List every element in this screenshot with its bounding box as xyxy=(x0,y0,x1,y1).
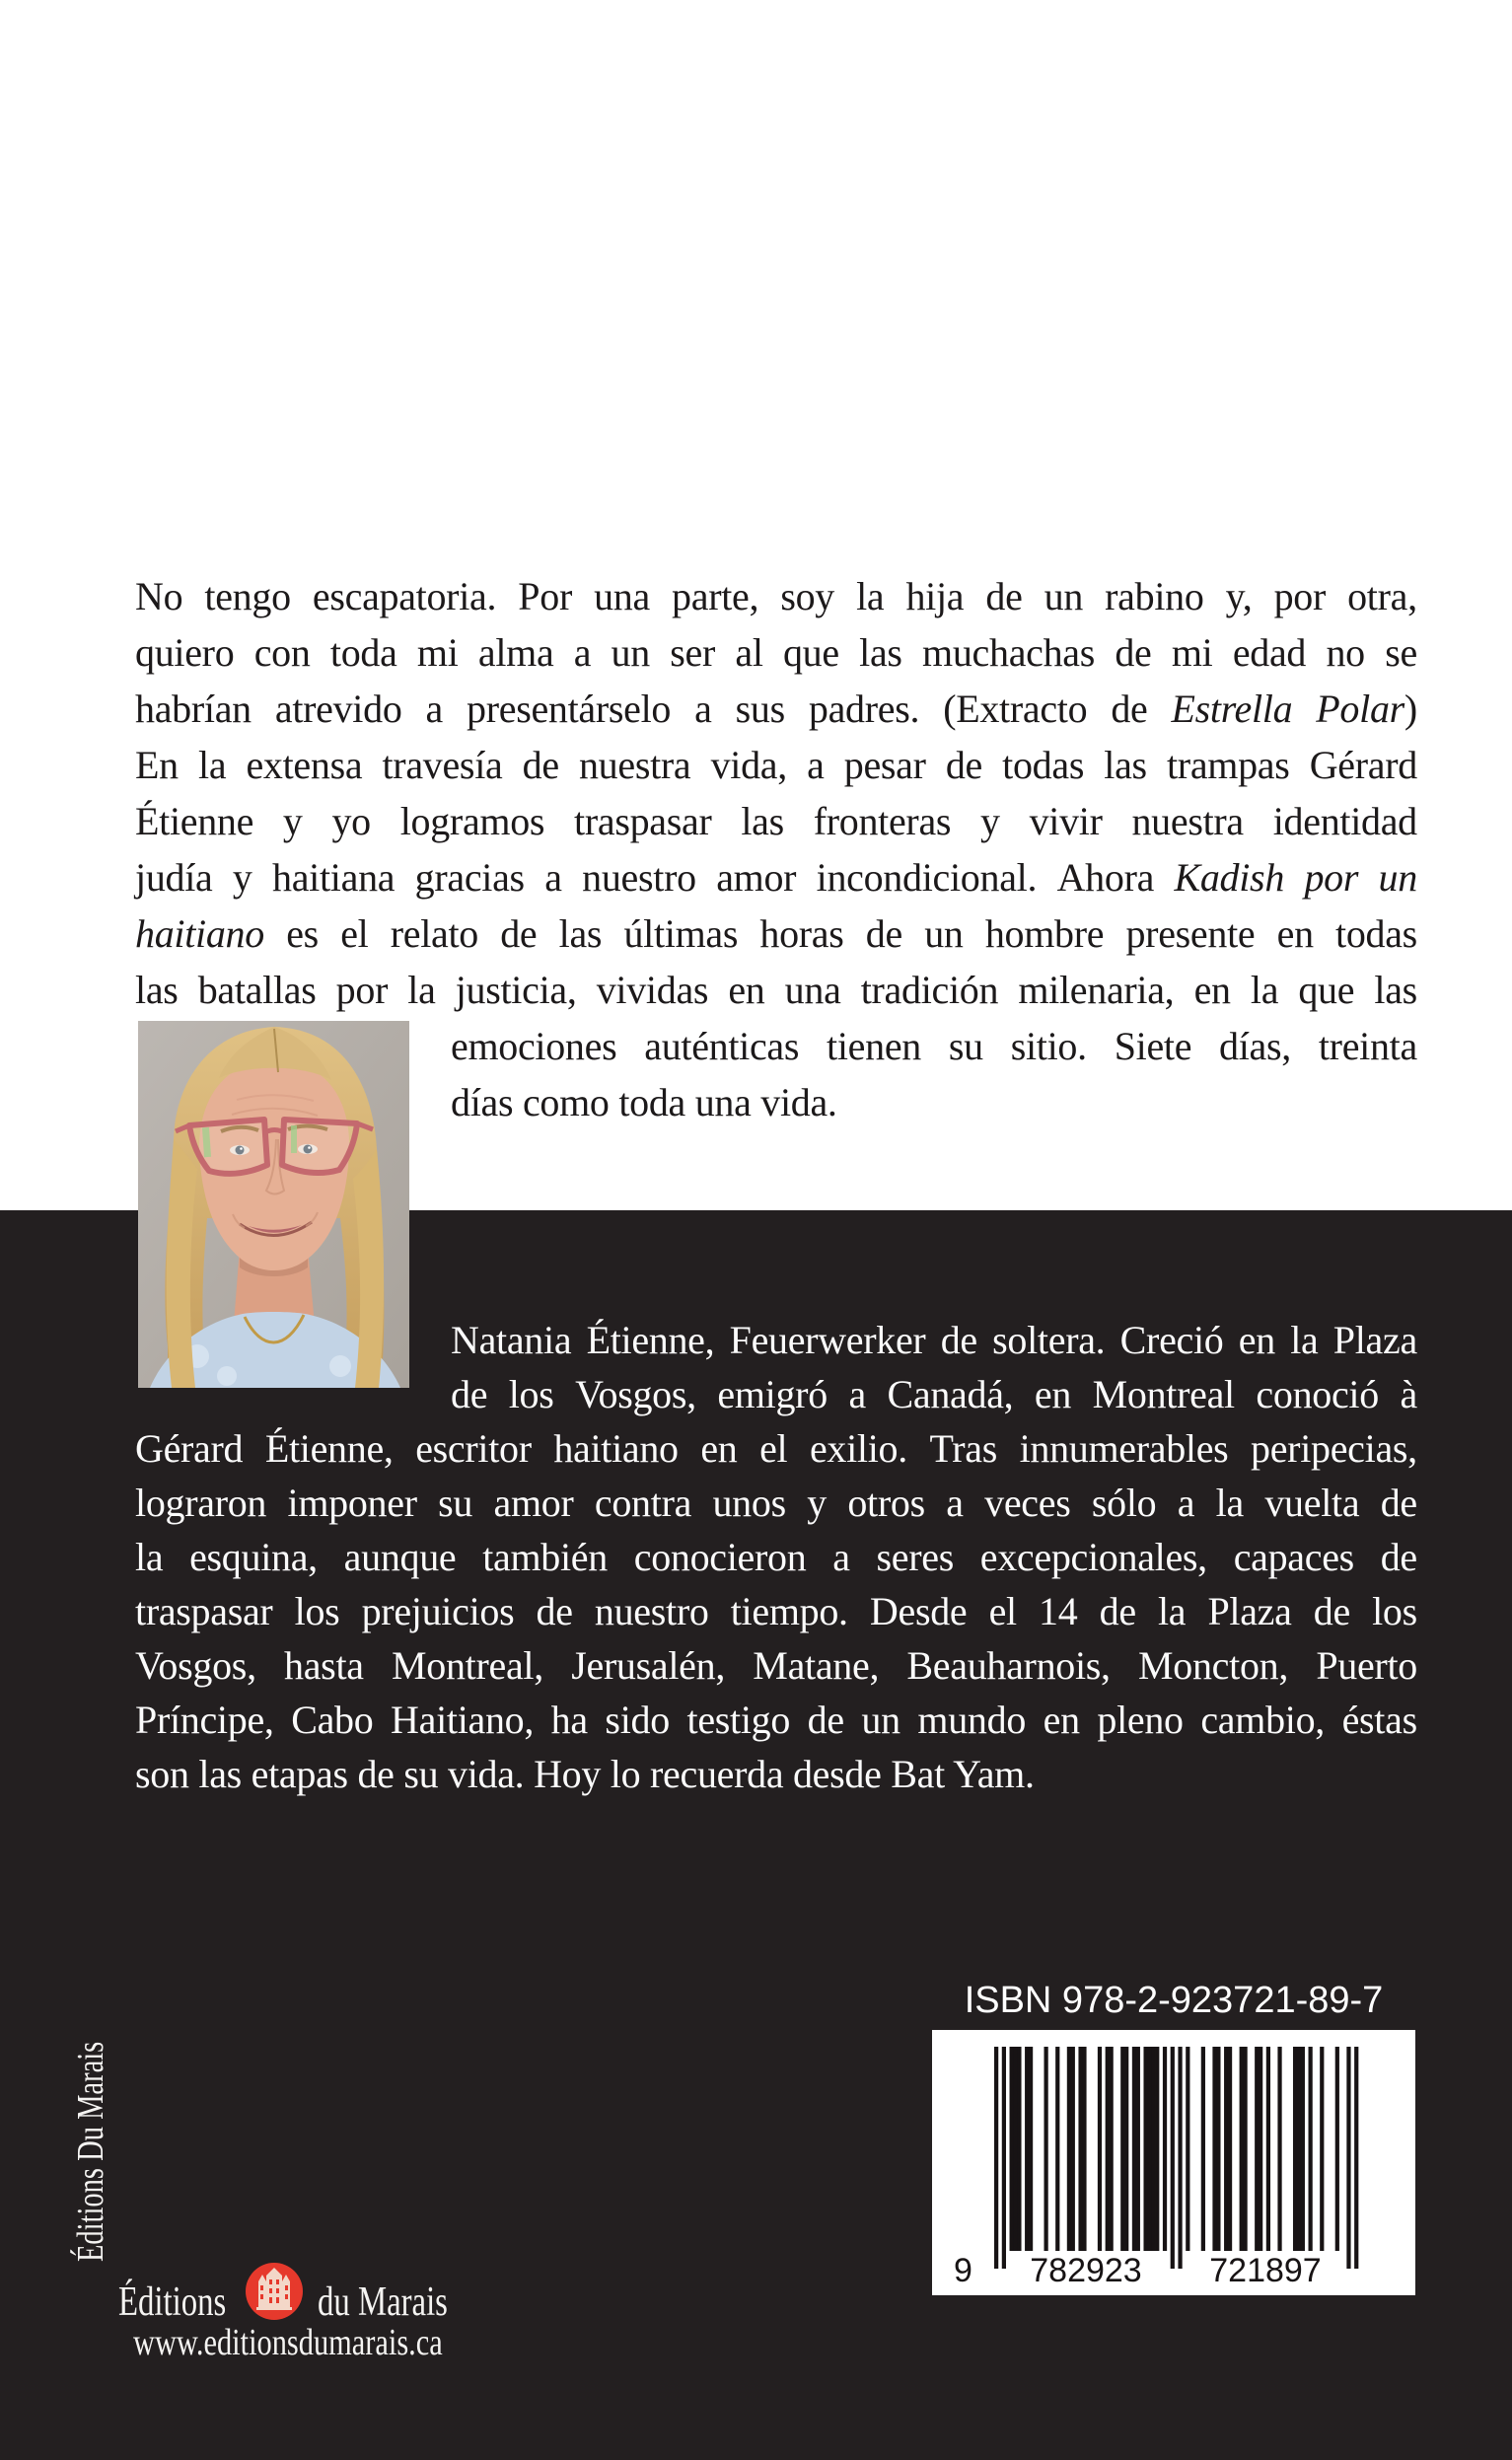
text-line: son las etapas de su vida. Hoy lo recuerda desde Bat Yam. xyxy=(135,1752,1035,1796)
barcode-digit-group2: 721897 xyxy=(1209,2252,1322,2289)
publisher-name-left-text: Éditions xyxy=(118,2279,227,2325)
text-line: traspasar los prejuicios de nuestro tiempo. Desde el 14 de la Plaza de los xyxy=(135,1589,1417,1633)
text-line: lograron imponer su amor contra unos y otros a veces sólo a la vuelta de xyxy=(135,1481,1417,1525)
barcode-digit-lead: 9 xyxy=(954,2252,972,2289)
text-line: No tengo escapatoria. Por una parte, soy la hija de un rabino y, por otra, xyxy=(135,574,1417,618)
barcode-svg xyxy=(932,2030,1415,2295)
synopsis-text xyxy=(135,568,1417,1130)
text-line: Étienne y yo logramos traspasar las fronteras y vivir nuestra identidad xyxy=(135,799,1417,843)
publisher-url-text: www.editionsdumarais.ca xyxy=(133,2322,443,2363)
text-line: haitiano es el relato de las últimas horas de un hombre presente en todas xyxy=(135,911,1417,956)
text-line: de los Vosgos, emigró a Canadá, en Montreal conoció à xyxy=(451,1372,1417,1416)
text-line: Príncipe, Cabo Haitiano, ha sido testigo de un mundo en pleno cambio, éstas xyxy=(135,1698,1417,1742)
text-line: las batallas por la justicia, vividas en una tradición milenaria, en la que las xyxy=(135,968,1417,1012)
text-line: emociones auténticas tienen su sitio. Siete días, treinta xyxy=(451,1024,1417,1068)
text-line: Gérard Étienne, escritor haitiano en el exilio. Tras innumerables peripecias, xyxy=(135,1426,1417,1471)
publisher-logo-icon xyxy=(246,2263,303,2320)
barcode xyxy=(932,2030,1415,2295)
text-line: quiero con toda mi alma a un ser al que las muchachas de mi edad no se xyxy=(135,630,1417,675)
isbn-label: ISBN 978-2-923721-89-7 xyxy=(964,1980,1384,2021)
publisher-url xyxy=(133,2321,520,2364)
publisher-name-left xyxy=(118,2279,256,2326)
text-line: judía y haitiana gracias a nuestro amor incondicional. Ahora Kadish por un xyxy=(135,855,1417,900)
text-line: En la extensa travesía de nuestra vida, a pesar de todas las trampas Gérard xyxy=(135,743,1417,787)
text-line: Natania Étienne, Feuerwerker de soltera. Creció en la Plaza xyxy=(451,1318,1417,1362)
publisher-name-right-text: du Marais xyxy=(318,2279,448,2325)
text-line: Vosgos, hasta Montreal, Jerusalén, Matane, Beauharnois, Moncton, Puerto xyxy=(135,1643,1417,1688)
barcode-bars xyxy=(994,2047,1358,2269)
text-line: habrían atrevido a presentárselo a sus padres. (Extracto de Estrella Polar) xyxy=(135,687,1417,731)
text-line: días como toda una vida. xyxy=(451,1080,837,1124)
spine-publisher-text: Éditions Du Marais xyxy=(70,2041,111,2262)
barcode-digit-group1: 782923 xyxy=(1030,2252,1142,2289)
text-line: la esquina, aunque también conocieron a seres excepcionales, capaces de xyxy=(135,1535,1417,1579)
publisher-name-right xyxy=(318,2279,484,2326)
bio-text xyxy=(135,1313,1417,1801)
